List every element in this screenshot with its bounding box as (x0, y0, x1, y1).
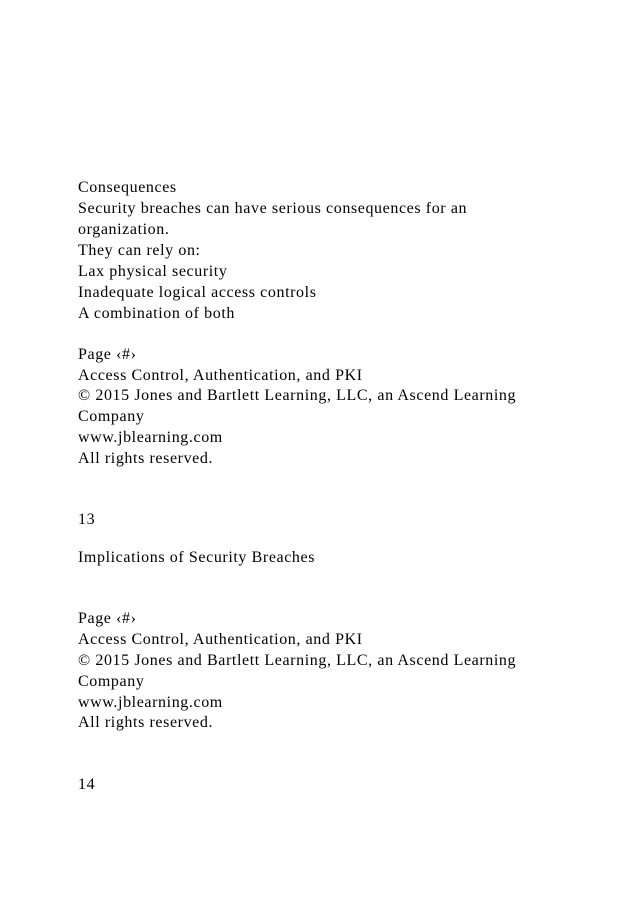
copyright-line: Company (78, 408, 145, 425)
copyright-line: © 2015 Jones and Bartlett Learning, LLC, an Ascend Learning (78, 387, 517, 404)
section-heading: Consequences (78, 179, 177, 196)
copyright-line: © 2015 Jones and Bartlett Learning, LLC, an Ascend Learning (78, 652, 517, 669)
list-item: A combination of both (78, 305, 236, 322)
slide-number: 13 (78, 511, 96, 528)
body-text-line: organization. (78, 221, 170, 238)
copyright-line: Company (78, 673, 145, 690)
course-title: Access Control, Authentication, and PKI (78, 631, 363, 648)
body-text-line: Security breaches can have serious consequences for an (78, 200, 468, 217)
website-text: www.jblearning.com (78, 429, 223, 446)
list-intro: They can rely on: (78, 242, 201, 259)
slide-number: 14 (78, 776, 96, 793)
course-title: Access Control, Authentication, and PKI (78, 367, 363, 384)
rights-text: All rights reserved. (78, 714, 214, 731)
list-item: Lax physical security (78, 263, 228, 280)
list-item: Inadequate logical access controls (78, 284, 317, 301)
rights-text: All rights reserved. (78, 450, 214, 467)
website-text: www.jblearning.com (78, 694, 223, 711)
page-number-label: Page ‹#› (78, 346, 137, 363)
section-heading: Implications of Security Breaches (78, 549, 316, 566)
page-number-label: Page ‹#› (78, 610, 137, 627)
